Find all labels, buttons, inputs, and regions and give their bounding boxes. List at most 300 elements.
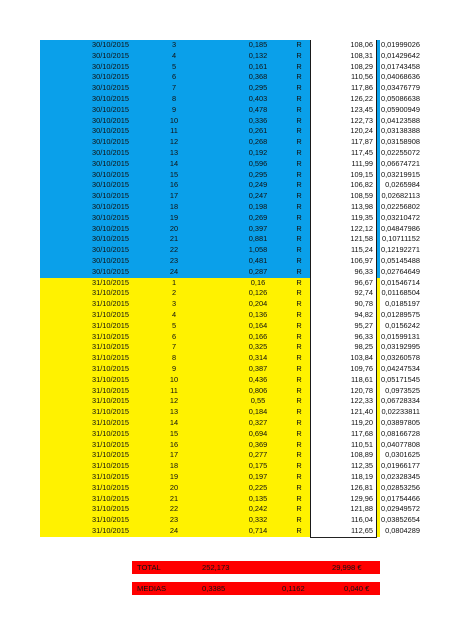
price-cell: 110,56: [310, 72, 377, 83]
rate-code-cell: R: [296, 461, 302, 471]
hour-cell: 19: [169, 212, 179, 222]
cost-cell: 0,03476779: [380, 83, 420, 93]
price-cell: 108,59: [310, 191, 377, 202]
kwh-cell: 0,198: [248, 202, 268, 211]
medias-kwh: 0,3385: [202, 584, 226, 593]
rate-code-cell: R: [296, 439, 302, 449]
total-kwh: 252,173: [202, 563, 230, 572]
kwh-cell: 0,295: [248, 83, 268, 93]
date-cell: 31/10/2015: [92, 310, 129, 319]
rate-code-cell: R: [296, 234, 302, 244]
cost-cell: 0,05171545: [380, 374, 420, 384]
table-row: [40, 428, 420, 440]
kwh-cell: 0,336: [248, 115, 268, 125]
kwh-cell: 0,135: [248, 493, 268, 503]
date-cell: 31/10/2015: [92, 299, 129, 309]
kwh-cell: 0,295: [248, 169, 268, 179]
table-row: [40, 212, 420, 224]
medias-cost: 0,040 €: [344, 584, 370, 593]
table-row: [40, 461, 420, 472]
kwh-cell: 0,175: [248, 461, 268, 471]
kwh-cell: 0,269: [248, 212, 268, 222]
hour-cell: 19: [169, 472, 179, 481]
price-cell: 109,76: [310, 364, 377, 375]
cost-cell: 0,08166728: [380, 428, 420, 438]
table-row: [40, 342, 420, 353]
date-cell: 30/10/2015: [92, 212, 129, 222]
rate-code-cell: R: [296, 504, 302, 514]
kwh-cell: 0,204: [248, 299, 268, 309]
date-cell: 31/10/2015: [92, 331, 129, 341]
table-row: [40, 104, 420, 116]
price-cell: 113,98: [310, 202, 377, 213]
rate-code-cell: R: [296, 266, 302, 276]
hour-cell: 6: [171, 331, 177, 341]
hour-cell: 24: [169, 526, 179, 535]
date-cell: 30/10/2015: [92, 126, 129, 136]
rate-code-cell: R: [296, 364, 302, 373]
kwh-cell: 0,327: [248, 418, 268, 427]
hour-cell: 18: [169, 461, 179, 471]
cost-cell: 0,01999026: [380, 40, 420, 49]
cost-cell: 0,03210472: [380, 212, 420, 222]
rate-code-cell: R: [296, 353, 302, 363]
kwh-cell: 0,806: [248, 385, 268, 395]
rate-code-cell: R: [296, 137, 302, 147]
price-cell: 117,68: [310, 429, 377, 440]
date-cell: 30/10/2015: [92, 256, 129, 265]
rate-code-cell: R: [296, 277, 302, 287]
kwh-cell: 0,596: [248, 158, 268, 168]
kwh-cell: 0,314: [248, 353, 268, 363]
price-cell: 118,19: [310, 472, 377, 483]
date-cell: 30/10/2015: [92, 104, 129, 114]
hour-cell: 1: [171, 277, 177, 287]
rate-code-cell: R: [296, 104, 302, 114]
kwh-cell: 0,369: [248, 439, 268, 449]
table-row: [40, 158, 420, 170]
kwh-cell: 0,192: [248, 148, 268, 157]
cost-cell: 0,01599131: [380, 331, 420, 341]
table-row: [40, 526, 420, 537]
table-row: [40, 482, 420, 494]
cost-cell: 0,01966177: [380, 461, 420, 471]
price-cell: 118,61: [310, 375, 377, 386]
total-row: [132, 561, 380, 574]
hour-cell: 13: [169, 407, 179, 417]
kwh-cell: 0,881: [248, 234, 268, 244]
price-cell: 117,87: [310, 137, 377, 148]
table-row: [40, 94, 420, 105]
date-cell: 30/10/2015: [92, 223, 129, 233]
price-cell: 106,97: [310, 256, 377, 267]
cost-cell: 0,0804289: [385, 526, 420, 535]
kwh-cell: 1,058: [248, 245, 268, 255]
cost-cell: 0,0156242: [385, 320, 420, 330]
price-cell: 106,82: [310, 180, 377, 191]
hour-cell: 20: [169, 223, 179, 233]
date-cell: 30/10/2015: [92, 266, 129, 276]
hour-cell: 12: [169, 137, 179, 147]
hour-cell: 22: [169, 504, 179, 514]
table-row: [40, 256, 420, 267]
cost-cell: 0,04077808: [380, 439, 420, 449]
table-row: [40, 288, 420, 299]
cost-cell: 0,01168504: [381, 288, 420, 298]
date-cell: 31/10/2015: [92, 277, 129, 287]
price-cell: 117,86: [310, 83, 377, 94]
date-cell: 30/10/2015: [92, 158, 129, 168]
price-cell: 120,78: [310, 386, 377, 397]
date-cell: 30/10/2015: [92, 72, 129, 82]
table-row: [40, 364, 420, 375]
rate-code-cell: R: [296, 288, 302, 298]
cost-cell: 0,0185197: [385, 299, 420, 309]
table-row: [40, 126, 420, 137]
cost-cell: 0,0265984: [385, 180, 420, 190]
hour-cell: 14: [169, 158, 179, 168]
kwh-cell: 0,387: [248, 364, 268, 373]
table-row: [40, 396, 420, 407]
medias-label: MEDIAS: [137, 584, 167, 593]
cost-cell: 0,02233811: [381, 407, 420, 417]
hour-cell: 15: [169, 428, 179, 438]
date-cell: 30/10/2015: [92, 191, 129, 201]
price-cell: 98,25: [310, 342, 377, 353]
cost-cell: 0,04247534: [380, 364, 420, 373]
price-cell: 121,58: [310, 234, 377, 245]
date-cell: 31/10/2015: [92, 288, 129, 298]
price-cell: 119,35: [310, 213, 377, 224]
price-cell: 126,81: [310, 483, 377, 494]
rate-code-cell: R: [296, 374, 302, 384]
price-cell: 103,84: [310, 353, 377, 364]
table-row: [40, 137, 420, 148]
rate-code-cell: R: [296, 202, 302, 211]
cost-cell: 0,01754466: [380, 493, 420, 503]
table-row: [40, 40, 420, 51]
rate-code-cell: R: [296, 158, 302, 168]
kwh-cell: 0,368: [248, 72, 268, 82]
table-row: [40, 148, 420, 159]
date-cell: 30/10/2015: [92, 148, 129, 157]
date-cell: 30/10/2015: [92, 40, 129, 49]
price-cell: 112,35: [310, 461, 377, 472]
rate-code-cell: R: [296, 83, 302, 93]
kwh-cell: 0,694: [248, 428, 268, 438]
hour-cell: 3: [171, 40, 177, 49]
price-cell: 108,89: [310, 450, 377, 461]
price-cell: 110,51: [310, 440, 377, 451]
hour-cell: 16: [169, 180, 179, 190]
kwh-cell: 0,126: [248, 288, 268, 298]
table-row: [40, 515, 420, 526]
cost-cell: 0,05145488: [380, 256, 420, 265]
table-row: [40, 191, 420, 202]
price-cell: 95,27: [310, 321, 377, 332]
price-cell: 116,04: [310, 515, 377, 526]
hour-cell: 3: [171, 299, 177, 309]
cost-cell: 0,02764649: [380, 266, 420, 276]
rate-code-cell: R: [296, 212, 302, 222]
cost-cell: 0,06674721: [380, 158, 420, 168]
rate-code-cell: R: [296, 331, 302, 341]
table-row: [40, 353, 420, 364]
date-cell: 30/10/2015: [92, 61, 129, 71]
table-row: [40, 407, 420, 418]
table-row: [40, 266, 420, 278]
date-cell: 31/10/2015: [92, 461, 129, 471]
hour-cell: 16: [169, 439, 179, 449]
date-cell: 31/10/2015: [92, 364, 129, 373]
cost-cell: 0,0973525: [385, 385, 420, 395]
kwh-cell: 0,55: [250, 396, 266, 406]
date-cell: 31/10/2015: [92, 439, 129, 449]
table-bottom-border: [310, 537, 377, 538]
price-cell: 96,33: [310, 332, 377, 343]
cost-cell: 0,03219915: [380, 169, 420, 179]
hour-cell: 13: [169, 148, 179, 157]
rate-code-cell: R: [296, 320, 302, 330]
medias-price: 0,1162: [282, 584, 305, 593]
rate-code-cell: R: [296, 50, 302, 60]
rate-code-cell: R: [296, 223, 302, 233]
date-cell: 31/10/2015: [92, 342, 129, 352]
table-row: [40, 115, 420, 127]
kwh-cell: 0,261: [248, 126, 268, 136]
kwh-cell: 0,249: [248, 180, 268, 190]
rate-code-cell: R: [296, 94, 302, 103]
table-row: [40, 83, 420, 94]
price-cell: 121,40: [310, 407, 377, 418]
kwh-cell: 0,481: [248, 256, 268, 265]
cost-cell: 0,0301625: [385, 450, 420, 460]
cost-cell: 0,01743458: [380, 61, 420, 71]
table-row: [40, 245, 420, 256]
rate-code-cell: R: [296, 396, 302, 406]
kwh-cell: 0,714: [248, 526, 268, 535]
price-cell: 111,99: [310, 159, 377, 170]
rate-code-cell: R: [296, 450, 302, 460]
table-row: [40, 320, 420, 332]
total-cost: 29,998 €: [332, 563, 362, 572]
price-cell: 108,06: [310, 40, 377, 51]
kwh-cell: 0,247: [248, 191, 268, 201]
cost-cell: 0,10711152: [382, 234, 420, 244]
date-cell: 31/10/2015: [92, 472, 129, 481]
hour-cell: 23: [169, 515, 179, 525]
price-cell: 96,33: [310, 267, 377, 278]
hour-cell: 14: [169, 418, 179, 427]
rate-code-cell: R: [296, 61, 302, 71]
rate-code-cell: R: [296, 126, 302, 136]
hour-cell: 17: [169, 191, 179, 201]
table-row: [40, 299, 420, 310]
cost-cell: 0,04847986: [380, 223, 420, 233]
price-cell: 109,15: [310, 170, 377, 181]
price-cell: 112,65: [310, 526, 377, 537]
hour-cell: 9: [171, 364, 177, 373]
cost-cell: 0,06728334: [380, 396, 420, 406]
hour-cell: 5: [171, 320, 177, 330]
rate-code-cell: R: [296, 299, 302, 309]
cost-cell: 0,03260578: [380, 353, 420, 363]
table-row: [40, 61, 420, 73]
cost-cell: 0,02328345: [380, 472, 420, 481]
rate-code-cell: R: [296, 482, 302, 492]
table-row: [40, 374, 420, 386]
hour-cell: 23: [169, 256, 179, 265]
hour-cell: 22: [169, 245, 179, 255]
date-cell: 30/10/2015: [92, 245, 129, 255]
price-cell: 94,82: [310, 310, 377, 321]
table-row: [40, 418, 420, 429]
rate-code-cell: R: [296, 493, 302, 503]
table-row: [40, 493, 420, 505]
hour-cell: 11: [170, 385, 178, 395]
date-cell: 31/10/2015: [92, 320, 129, 330]
table-row: [40, 50, 420, 62]
table-row: [40, 310, 420, 321]
cost-cell: 0,03852654: [380, 515, 420, 525]
kwh-cell: 0,436: [248, 374, 268, 384]
cost-cell: 0,02949572: [380, 504, 420, 514]
table-row: [40, 223, 420, 235]
hour-cell: 4: [171, 50, 177, 60]
table-row: [40, 331, 420, 343]
date-cell: 31/10/2015: [92, 428, 129, 438]
rate-code-cell: R: [296, 72, 302, 82]
rate-code-cell: R: [296, 472, 302, 481]
price-cell: 90,78: [310, 299, 377, 310]
kwh-cell: 0,242: [248, 504, 268, 514]
kwh-cell: 0,132: [248, 50, 268, 60]
price-cell: 122,73: [310, 116, 377, 127]
rate-code-cell: R: [296, 256, 302, 265]
kwh-cell: 0,287: [248, 266, 268, 276]
table-row: [40, 180, 420, 191]
date-cell: 31/10/2015: [92, 396, 129, 406]
date-cell: 30/10/2015: [92, 169, 129, 179]
hour-cell: 20: [169, 482, 179, 492]
rate-code-cell: R: [296, 526, 302, 535]
hour-cell: 24: [169, 266, 179, 276]
rate-code-cell: R: [296, 148, 302, 157]
cost-cell: 0,05900949: [380, 104, 420, 114]
table-row: [40, 450, 420, 461]
cost-cell: 0,05086638: [380, 94, 420, 103]
hour-cell: 2: [171, 288, 177, 298]
kwh-cell: 0,197: [248, 472, 268, 481]
date-cell: 31/10/2015: [92, 418, 129, 427]
cost-cell: 0,02255072: [380, 148, 420, 157]
date-cell: 31/10/2015: [92, 407, 129, 417]
hour-cell: 8: [171, 94, 177, 103]
rate-code-cell: R: [296, 245, 302, 255]
date-cell: 30/10/2015: [92, 234, 129, 244]
kwh-cell: 0,166: [248, 331, 268, 341]
kwh-cell: 0,225: [248, 482, 268, 492]
table-row: [40, 472, 420, 483]
hour-cell: 7: [171, 342, 177, 352]
hour-cell: 7: [171, 83, 177, 93]
date-cell: 30/10/2015: [92, 50, 129, 60]
hour-cell: 18: [169, 202, 179, 211]
cost-cell: 0,03138388: [380, 126, 420, 136]
rate-code-cell: R: [296, 418, 302, 427]
price-cell: 108,31: [310, 51, 377, 62]
rate-code-cell: R: [296, 428, 302, 438]
hour-cell: 5: [171, 61, 177, 71]
medias-row: [132, 582, 380, 595]
kwh-cell: 0,136: [248, 310, 268, 319]
cost-cell: 0,04068636: [380, 72, 420, 82]
kwh-cell: 0,268: [248, 137, 268, 147]
hour-cell: 21: [169, 234, 179, 244]
price-cell: 123,45: [310, 105, 377, 116]
cost-cell: 0,02682113: [381, 191, 420, 201]
cost-cell: 0,03192995: [380, 342, 420, 352]
hour-cell: 9: [171, 104, 177, 114]
cost-cell: 0,01289575: [380, 310, 420, 319]
rate-code-cell: R: [296, 407, 302, 417]
price-cell: 129,96: [310, 494, 377, 505]
kwh-cell: 0,403: [248, 94, 268, 103]
date-cell: 31/10/2015: [92, 385, 129, 395]
hour-cell: 10: [169, 115, 179, 125]
hour-cell: 6: [171, 72, 177, 82]
rate-code-cell: R: [296, 191, 302, 201]
rate-code-cell: R: [296, 169, 302, 179]
date-cell: 30/10/2015: [92, 137, 129, 147]
table-row: [40, 504, 420, 515]
date-cell: 30/10/2015: [92, 94, 129, 103]
date-cell: 31/10/2015: [92, 450, 129, 460]
hour-cell: 17: [169, 450, 179, 460]
kwh-cell: 0,478: [248, 104, 268, 114]
date-cell: 31/10/2015: [92, 482, 129, 492]
kwh-cell: 0,16: [250, 277, 266, 287]
rate-code-cell: R: [296, 385, 302, 395]
price-cell: 121,88: [310, 504, 377, 515]
hour-cell: 8: [171, 353, 177, 363]
rate-code-cell: R: [296, 515, 302, 525]
price-cell: 122,12: [310, 224, 377, 235]
cost-cell: 0,04123588: [380, 115, 420, 125]
table-row: [40, 72, 420, 83]
cost-cell: 0,01546714: [380, 277, 420, 287]
date-cell: 30/10/2015: [92, 115, 129, 125]
price-cell: 117,45: [310, 148, 377, 159]
table-row: [40, 277, 420, 289]
date-cell: 30/10/2015: [92, 180, 129, 190]
kwh-cell: 0,161: [248, 61, 268, 71]
price-cell: 92,74: [310, 288, 377, 299]
table-row: [40, 234, 420, 245]
rate-code-cell: R: [296, 115, 302, 125]
rate-code-cell: R: [296, 310, 302, 319]
table-row: [40, 439, 420, 451]
rate-code-cell: R: [296, 180, 302, 190]
rate-code-cell: R: [296, 342, 302, 352]
kwh-cell: 0,325: [248, 342, 268, 352]
date-cell: 31/10/2015: [92, 515, 129, 525]
price-cell: 120,24: [310, 126, 377, 137]
cost-cell: 0,12192271: [380, 245, 420, 255]
kwh-cell: 0,184: [248, 407, 268, 417]
cost-cell: 0,02256802: [380, 202, 420, 211]
cost-cell: 0,03158908: [380, 137, 420, 147]
